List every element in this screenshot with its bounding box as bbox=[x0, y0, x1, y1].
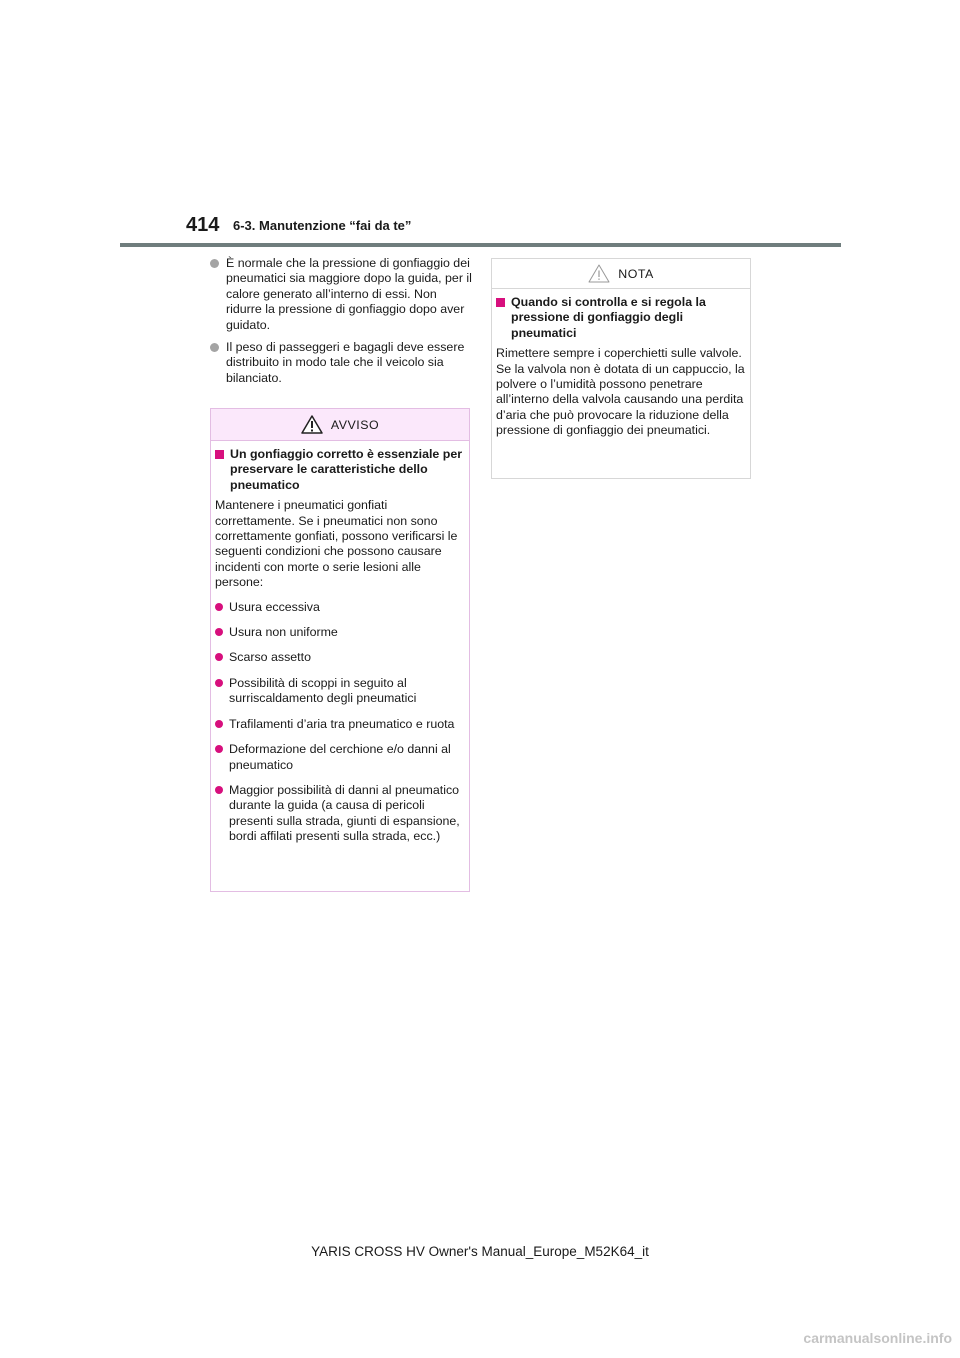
bullet-dot-icon bbox=[215, 653, 223, 661]
left-column bbox=[210, 256, 472, 393]
list-item-text: Usura eccessiva bbox=[229, 599, 320, 614]
list-item bbox=[215, 650, 465, 665]
list-item-text: Scarso assetto bbox=[229, 650, 311, 665]
bullet-dot-icon bbox=[215, 628, 223, 636]
caution-triangle-icon bbox=[588, 264, 610, 283]
list-item-text: Maggior possibilità di danni al pneumatico durante la guida (a causa di pericoli presenti sulla strada, giunti di espansione, bordi affilati presenti sulla strada, ecc.) bbox=[229, 782, 460, 844]
avviso-heading bbox=[215, 447, 465, 493]
nota-body-text: Rimettere sempre i coperchietti sulle valvole. Se la valvola non è dotata di un cappuccio, la polvere o l’umidità possono penetrare all’interno della valvola causando una perdita d’aria che può provocare la riduzione della pressione di gonfiaggio dei pneumatici. bbox=[496, 346, 745, 438]
bullet-dot-icon bbox=[215, 786, 223, 794]
list-item bbox=[215, 600, 465, 615]
avviso-body-text: Mantenere i pneumatici gonfiati correttamente. Se i pneumatici non sono correttamente gonfiati, possono verificarsi le seguenti condizioni che possono causare incidenti con morte o serie lesioni alle persone: bbox=[215, 498, 458, 590]
bullet-dot-icon bbox=[210, 259, 219, 268]
nota-heading bbox=[496, 295, 746, 341]
list-item-text: Usura non uniforme bbox=[229, 625, 338, 640]
warning-triangle-icon bbox=[301, 415, 323, 434]
bullet-dot-icon bbox=[215, 745, 223, 753]
header-rule bbox=[120, 243, 841, 247]
list-item-text: Trafilamenti d’aria tra pneumatico e ruota bbox=[229, 716, 455, 731]
avviso-header bbox=[211, 409, 469, 441]
nota-box bbox=[491, 258, 751, 479]
bullet-dot-icon bbox=[215, 720, 223, 728]
watermark-logo: carmanualsonline.info bbox=[803, 1330, 952, 1346]
list-item bbox=[215, 742, 465, 773]
nota-heading-text: Quando si controlla e si regola la pressione di gonfiaggio degli pneumatici bbox=[511, 295, 706, 340]
footer-text: YARIS CROSS HV Owner's Manual_Europe_M52K64_it bbox=[311, 1244, 649, 1259]
bullet-dot-icon bbox=[215, 679, 223, 687]
bullet-dot-icon bbox=[215, 603, 223, 611]
bullet-paragraph bbox=[210, 340, 472, 386]
avviso-body bbox=[211, 441, 469, 845]
paragraph-text: È normale che la pressione di gonfiaggio dei pneumatici sia maggiore dopo la guida, per il calore generato all’interno di essi. Non ridurre la pressione di gonfiaggio dopo aver guidato. bbox=[226, 256, 472, 332]
list-item-text: Deformazione del cerchione e/o danni al pneumatico bbox=[229, 742, 451, 772]
square-bullet-icon bbox=[215, 450, 224, 459]
nota-header bbox=[492, 259, 750, 289]
list-item bbox=[215, 625, 465, 640]
paragraph-text: Il peso di passeggeri e bagagli deve essere distribuito in modo tale che il veicolo sia bilanciato. bbox=[226, 340, 465, 385]
avviso-box bbox=[210, 408, 470, 892]
list-item bbox=[215, 676, 465, 707]
avviso-label: AVVISO bbox=[330, 417, 380, 432]
page-number: 414 bbox=[186, 214, 220, 236]
list-item-text: Possibilità di scoppi in seguito al surriscaldamento degli pneumatici bbox=[229, 675, 417, 706]
square-bullet-icon bbox=[496, 298, 505, 307]
nota-body bbox=[492, 289, 750, 439]
section-title: 6-3. Manutenzione “fai da te” bbox=[233, 218, 412, 233]
nota-label: NOTA bbox=[618, 266, 654, 281]
avviso-heading-text: Un gonfiaggio corretto è essenziale per preservare le caratteristiche dello pneumatico bbox=[230, 447, 463, 492]
list-item bbox=[215, 783, 465, 845]
bullet-paragraph bbox=[210, 256, 472, 333]
list-item bbox=[215, 717, 465, 732]
bullet-dot-icon bbox=[210, 343, 219, 352]
